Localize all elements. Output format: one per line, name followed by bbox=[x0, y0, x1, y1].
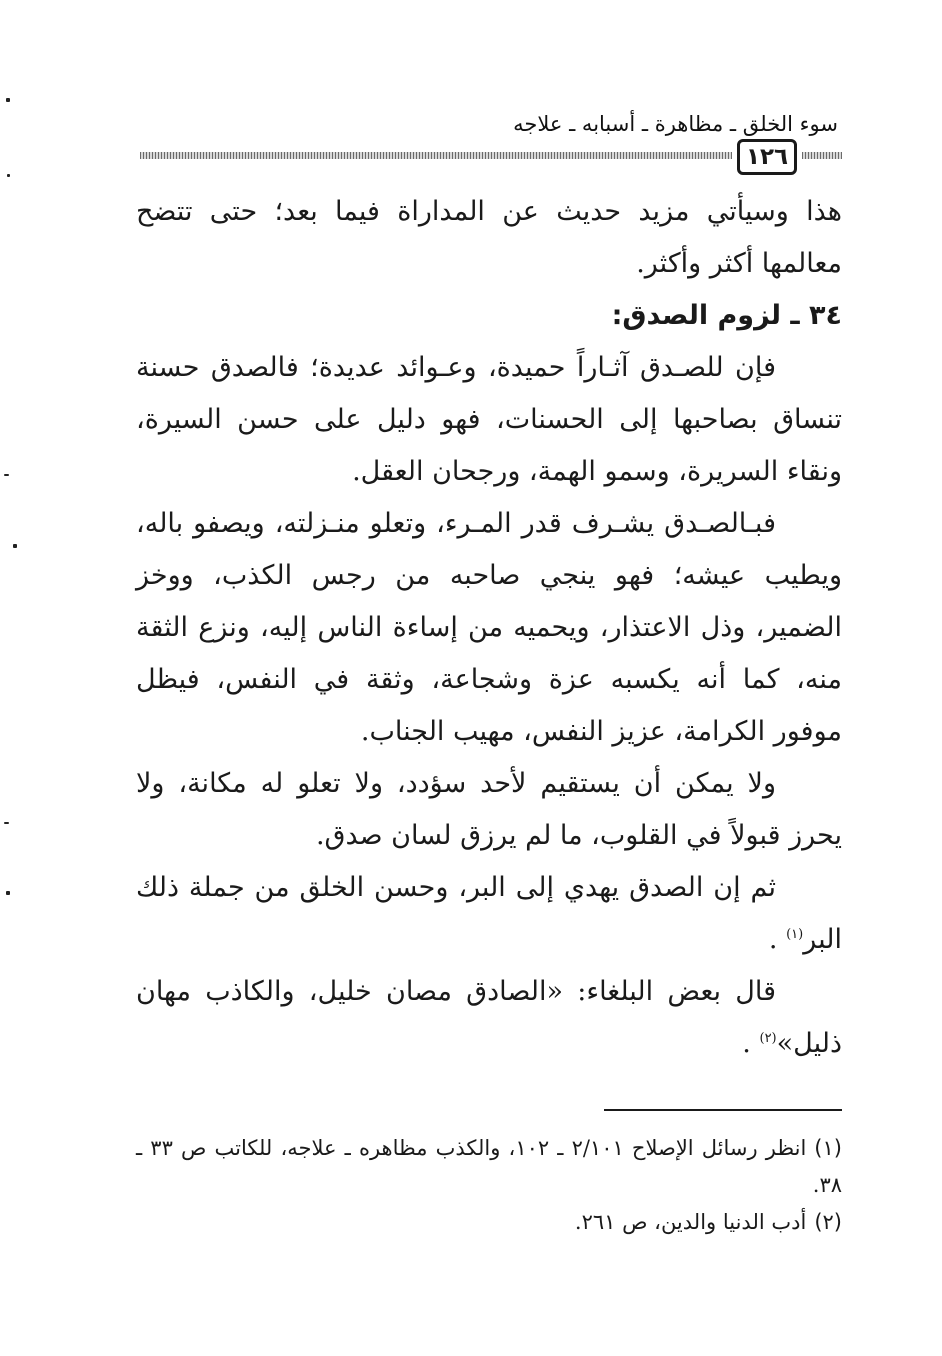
page-number-box: ١٢٦ bbox=[737, 139, 797, 175]
footnote-1-number: (١) bbox=[814, 1136, 842, 1160]
paragraph-4: ولا يمكن أن يستقيم لأحد سؤدد، ولا تعلو له مكانة، ولا يحرز قبولاً في القلوب، ما لم يرزق لسان صدق. bbox=[136, 768, 842, 851]
paragraph-1: هذا وسيأتي مزيد حديث عن المداراة فيما بعد؛ حتى تتضح معالمها أكثر وأكثر. bbox=[136, 196, 842, 279]
header-rule-right bbox=[802, 152, 842, 159]
scan-speck bbox=[13, 544, 17, 548]
footnotes bbox=[136, 1130, 842, 1241]
footnote-2 bbox=[136, 1204, 842, 1241]
paragraph-6-end: . bbox=[742, 1028, 751, 1059]
paragraph-6 bbox=[136, 966, 842, 1070]
paragraph-2: فإن للصـدق آثـاراً حميدة، وعـوائد عديدة؛ فالصدق حسنة تنساق بصاحبها إلى الحسنات، فهو دليل على حسن السيرة، ونقاء السريرة، وسمو الهمة، ورجحان العقل. bbox=[136, 352, 842, 487]
footnote-1 bbox=[136, 1130, 842, 1204]
footnote-ref-1[interactable]: (١) bbox=[786, 927, 804, 942]
scan-speck bbox=[4, 474, 9, 476]
footnote-separator bbox=[604, 1109, 842, 1111]
footnote-2-text: أدب الدنيا والدين، ص ٢٦١. bbox=[574, 1210, 807, 1234]
header-rule bbox=[140, 152, 732, 159]
footnote-2-number: (٢) bbox=[814, 1210, 842, 1234]
footnote-1-text: انظر رسائل الإصلاح ٢/١٠١ ـ ١٠٢، والكذب مظاهره ـ علاجه، للكاتب ص ٣٣ ـ ٣٨. bbox=[136, 1136, 842, 1197]
running-header-title: سوء الخلق ـ مظاهرة ـ أسبابه ـ علاجه bbox=[513, 112, 838, 136]
paragraph-6-text: قال بعض البلغاء: «الصادق مصان خليل، والكاذب مهان ذليل» bbox=[136, 976, 842, 1059]
paragraph-5-text: ثم إن الصدق يهدي إلى البر، وحسن الخلق من جملة ذلك البر bbox=[136, 872, 842, 955]
scan-speck bbox=[4, 822, 9, 824]
paragraph-3: فبـالصـدق يشـرف قدر المـرء، وتعلو منـزلته، ويصفو باله، ويطيب عيشه؛ فهو ينجي صاحبه من رجس الكذب، ووخز الضمير، وذل الاعتذار، ويحميه من إساءة الناس إليه، ونزع الثقة منه، كما أنه يكسبه عزة وشجاعة، وثقة في النفس، فيظل موفور الكرامة، عزيز النفس، مهيب الجناب. bbox=[136, 508, 842, 747]
main-text bbox=[136, 186, 842, 1070]
section-heading: ٣٤ ـ لزوم الصدق: bbox=[611, 300, 842, 331]
paragraph-5 bbox=[136, 862, 842, 966]
footnote-ref-2[interactable]: (٢) bbox=[759, 1031, 777, 1046]
scan-speck bbox=[6, 98, 10, 102]
scan-speck bbox=[7, 174, 10, 177]
paragraph-5-end: . bbox=[768, 924, 778, 955]
scan-speck bbox=[6, 891, 10, 895]
